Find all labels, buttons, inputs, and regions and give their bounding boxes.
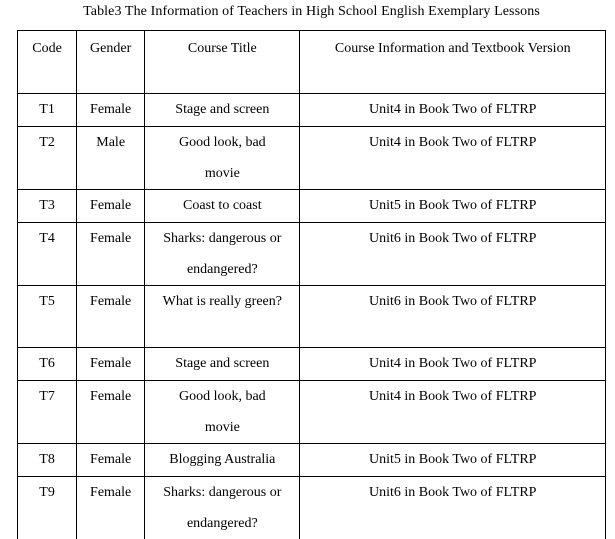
cell-course-info: Unit4 in Book Two of FLTRP bbox=[300, 348, 606, 381]
table-row bbox=[18, 127, 606, 190]
course-title-text: Good look, bad movie bbox=[178, 389, 266, 435]
cell-gender: Female bbox=[77, 94, 145, 127]
cell-code: T5 bbox=[18, 286, 77, 348]
cell-course-title bbox=[145, 127, 300, 190]
course-title-text: Sharks: dangerous or endangered? bbox=[163, 485, 282, 531]
cell-course-info: Unit4 in Book Two of FLTRP bbox=[300, 127, 606, 190]
cell-gender: Female bbox=[77, 223, 145, 286]
cell-course-title bbox=[145, 477, 300, 539]
course-title-text: Coast to coast bbox=[183, 198, 262, 213]
table-row bbox=[18, 286, 606, 348]
table-row bbox=[18, 477, 606, 539]
cell-gender: Female bbox=[77, 477, 145, 539]
table-row bbox=[18, 381, 606, 444]
course-title-text: Sharks: dangerous or endangered? bbox=[163, 231, 282, 277]
table-row bbox=[18, 94, 606, 127]
cell-course-title bbox=[145, 94, 300, 127]
cell-course-info: Unit6 in Book Two of FLTRP bbox=[300, 286, 606, 348]
cell-gender: Female bbox=[77, 190, 145, 223]
course-title-text: Stage and screen bbox=[175, 102, 270, 117]
cell-code: T4 bbox=[18, 223, 77, 286]
course-title-text: Good look, bad movie bbox=[178, 135, 266, 181]
cell-course-info: Unit4 in Book Two of FLTRP bbox=[300, 94, 606, 127]
course-title-text: Stage and screen bbox=[175, 356, 270, 371]
cell-course-title bbox=[145, 381, 300, 444]
cell-course-title bbox=[145, 348, 300, 381]
cell-course-info: Unit6 in Book Two of FLTRP bbox=[300, 223, 606, 286]
cell-gender: Female bbox=[77, 381, 145, 444]
course-title-text: Blogging Australia bbox=[169, 452, 276, 467]
cell-code: T2 bbox=[18, 127, 77, 190]
header-gender: Gender bbox=[77, 31, 145, 94]
cell-course-info: Unit5 in Book Two of FLTRP bbox=[300, 444, 606, 477]
table-row bbox=[18, 444, 606, 477]
cell-code: T7 bbox=[18, 381, 77, 444]
cell-code: T8 bbox=[18, 444, 77, 477]
table-row bbox=[18, 348, 606, 381]
cell-course-info: Unit4 in Book Two of FLTRP bbox=[300, 381, 606, 444]
teacher-info-table bbox=[17, 30, 606, 539]
cell-code: T6 bbox=[18, 348, 77, 381]
cell-gender: Female bbox=[77, 348, 145, 381]
cell-code: T3 bbox=[18, 190, 77, 223]
table-row bbox=[18, 223, 606, 286]
cell-course-info: Unit5 in Book Two of FLTRP bbox=[300, 190, 606, 223]
cell-course-title bbox=[145, 223, 300, 286]
table-row bbox=[18, 190, 606, 223]
cell-code: T9 bbox=[18, 477, 77, 539]
cell-gender: Female bbox=[77, 286, 145, 348]
course-title-text: What is really green? bbox=[162, 294, 282, 309]
cell-code: T1 bbox=[18, 94, 77, 127]
cell-course-title bbox=[145, 444, 300, 477]
header-code: Code bbox=[18, 31, 77, 94]
cell-course-info: Unit6 in Book Two of FLTRP bbox=[300, 477, 606, 539]
header-course-info: Course Information and Textbook Version bbox=[300, 31, 606, 94]
header-course-title: Course Title bbox=[145, 31, 300, 94]
cell-gender: Male bbox=[77, 127, 145, 190]
cell-gender: Female bbox=[77, 444, 145, 477]
table-caption: Table3 The Information of Teachers in High School English Exemplary Lessons bbox=[83, 4, 540, 19]
table-header-row bbox=[18, 31, 606, 94]
cell-course-title bbox=[145, 190, 300, 223]
cell-course-title bbox=[145, 286, 300, 348]
